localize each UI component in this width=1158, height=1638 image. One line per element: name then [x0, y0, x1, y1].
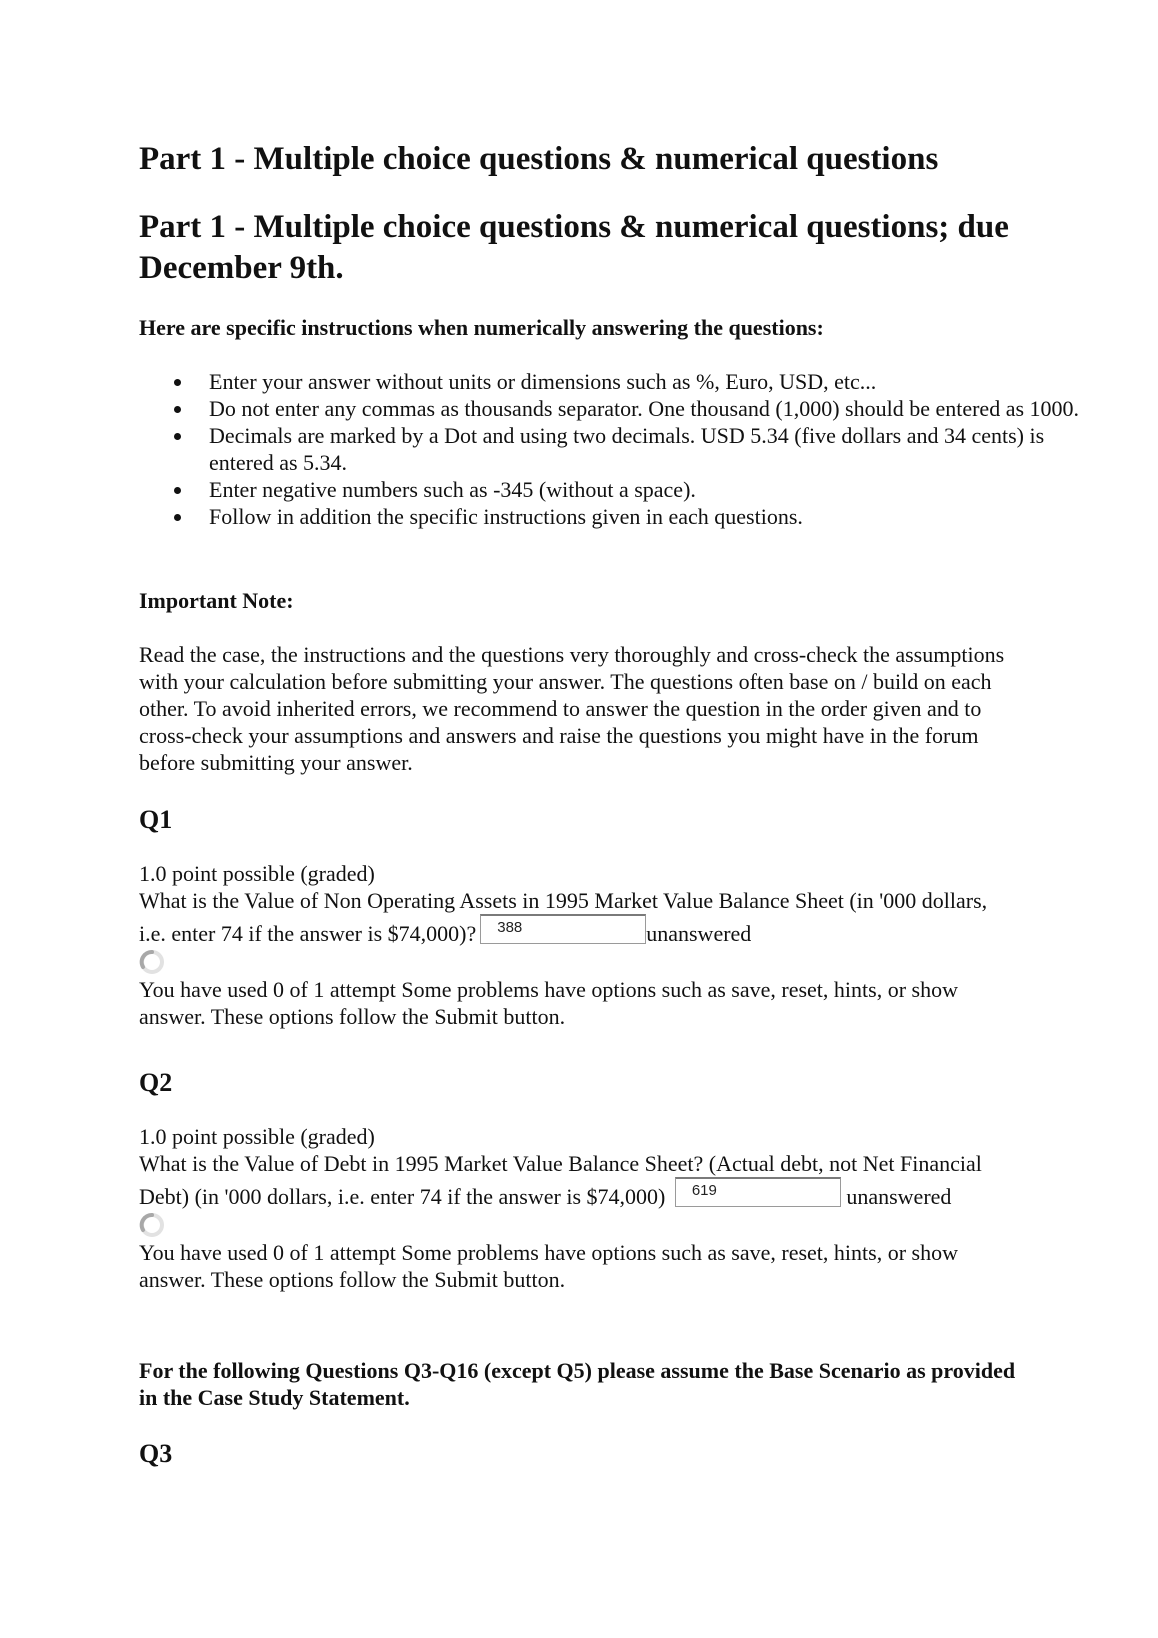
attempts-info: You have used 0 of 1 attempt Some problems have options such as save, reset, hints, or show answer. These options follow the Submit button.: [139, 977, 958, 1029]
instruction-item: Enter your answer without units or dimensions such as %, Euro, USD, etc...: [209, 368, 1089, 395]
answer-status: unanswered: [846, 1184, 952, 1209]
attempts-info: You have used 0 of 1 attempt Some problems have options such as save, reset, hints, or show answer. These options follow the Submit button.: [139, 1240, 958, 1292]
page-title: Part 1 - Multiple choice questions & numerical questions: [139, 141, 939, 177]
base-scenario-note: For the following Questions Q3-Q16 (except Q5) please assume the Base Scenario as provided in the Case Study Statement.: [139, 1358, 1016, 1410]
loading-spinner-icon: [139, 1212, 165, 1238]
question-heading-q3: Q3: [139, 1439, 173, 1468]
instructions-heading: Here are specific instructions when numerically answering the questions:: [139, 315, 824, 340]
instructions-list: [139, 368, 1089, 530]
question-heading-q1: Q1: [139, 805, 173, 834]
important-note-body: Read the case, the instructions and the questions very thoroughly and cross-check the assumptions with your calculation before submitting your answer. The questions often base on / build on each other. To avoid inherited errors, we recommend to answer the question in the order given and to cross-check your assumptions and answers and raise the questions you might have in the forum before submitting your answer.: [139, 642, 1005, 775]
answer-input-q1[interactable]: 388: [480, 914, 646, 944]
important-note-heading: Important Note:: [139, 588, 294, 613]
question-text: What is the Value of Debt in 1995 Market Value Balance Sheet? (Actual debt, not Net Financial Debt) (in '000 dollars, i.e. enter 74 if the answer is $74,000): [139, 1151, 982, 1209]
question-block-q1: [139, 860, 1019, 1030]
question-prompt: [139, 1150, 1019, 1210]
question-prompt: [139, 887, 1019, 947]
instruction-item: Do not enter any commas as thousands separator. One thousand (1,000) should be entered as 1000.: [209, 395, 1089, 422]
question-heading-q2: Q2: [139, 1068, 173, 1097]
question-points: 1.0 point possible (graded): [139, 861, 375, 886]
instruction-item: Follow in addition the specific instructions given in each questions.: [209, 503, 1089, 530]
answer-input-q2[interactable]: 619: [675, 1177, 841, 1207]
instruction-item: Enter negative numbers such as -345 (without a space).: [209, 476, 1089, 503]
loading-spinner-icon: [139, 949, 165, 975]
question-points: 1.0 point possible (graded): [139, 1124, 375, 1149]
instruction-item: Decimals are marked by a Dot and using two decimals. USD 5.34 (five dollars and 34 cents) is entered as 5.34.: [209, 422, 1089, 476]
answer-status: unanswered: [646, 921, 752, 946]
section-title: Part 1 - Multiple choice questions & numerical questions; due December 9th.: [139, 209, 1009, 286]
question-text: What is the Value of Non Operating Assets in 1995 Market Value Balance Sheet (in '000 dollars, i.e. enter 74 if the answer is $74,000)?: [139, 888, 988, 946]
question-block-q2: [139, 1123, 1019, 1293]
